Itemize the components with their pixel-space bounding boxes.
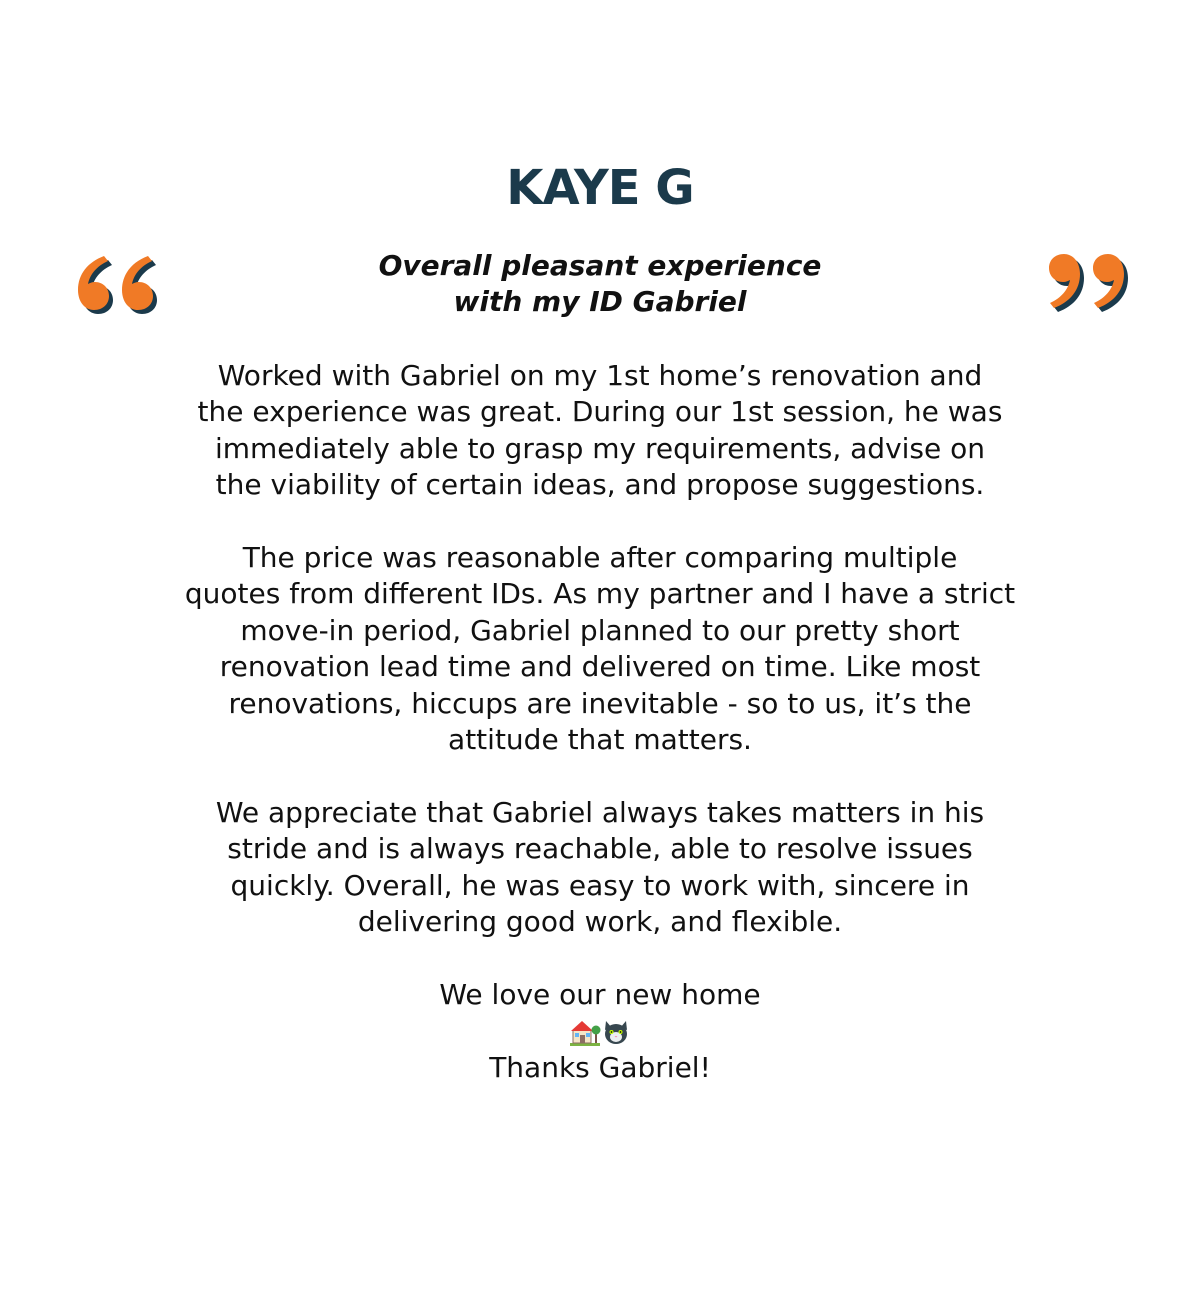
review-closing-line	[100, 977, 1100, 1086]
closing-text-after: Thanks Gabriel!	[489, 1050, 711, 1084]
review-line: renovation lead time and delivered on time. Like most	[219, 650, 981, 684]
review-line: the experience was great. During our 1st session, he was	[197, 395, 1003, 429]
cat-icon	[601, 1017, 631, 1047]
review-headline	[250, 248, 950, 320]
review-line: the viability of certain ideas, and propose suggestions.	[215, 468, 985, 502]
closing-emoji-group	[102, 1013, 1098, 1049]
review-line: attitude that matters.	[448, 723, 752, 757]
house-with-garden-icon	[569, 1017, 601, 1047]
review-paragraph	[100, 795, 1100, 941]
review-body	[100, 358, 1100, 1122]
reviewer-name: KAYE G	[506, 160, 694, 216]
review-line: renovations, hiccups are inevitable - so to us, it’s the	[228, 686, 972, 720]
closing-text-before: We love our new home	[439, 977, 761, 1011]
review-line: quickly. Overall, he was easy to work with, sincere in	[230, 868, 970, 902]
review-line: quotes from different IDs. As my partner and I have a strict	[184, 577, 1016, 611]
review-closing	[100, 977, 1100, 1086]
review-headline-line: Overall pleasant experience	[378, 249, 822, 282]
open-quote-icon	[72, 252, 162, 316]
review-line: stride and is always reachable, able to resolve issues	[227, 832, 973, 866]
review-line: delivering good work, and flexible.	[357, 905, 843, 939]
review-line: Worked with Gabriel on my 1st home’s renovation and	[217, 359, 983, 392]
review-line: We appreciate that Gabriel always takes matters in his	[215, 795, 985, 829]
close-quote-icon	[1044, 252, 1134, 316]
review-headline-line: with my ID Gabriel	[453, 285, 747, 318]
review-paragraph	[100, 358, 1100, 504]
review-line: immediately able to grasp my requirements, advise on	[214, 431, 986, 465]
review-line: move-in period, Gabriel planned to our pretty short	[240, 613, 960, 647]
review-paragraph	[100, 540, 1100, 758]
review-line: The price was reasonable after comparing multiple	[242, 541, 958, 575]
